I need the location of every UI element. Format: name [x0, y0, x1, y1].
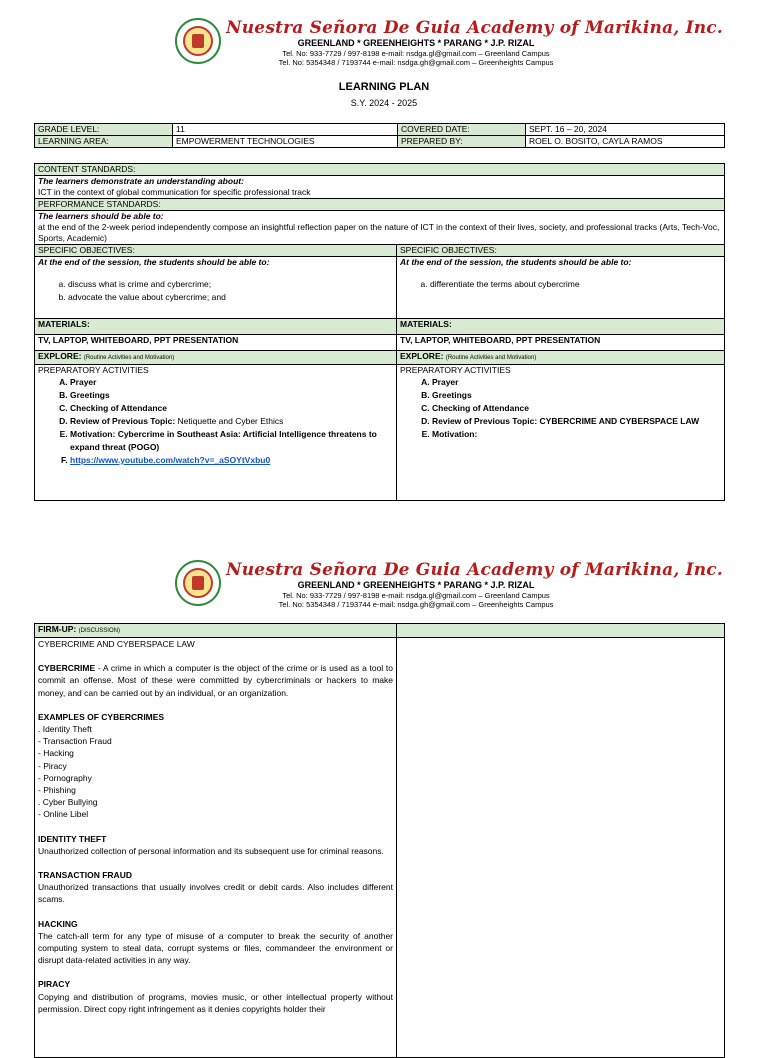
prep-item: C. Checking of Attendance: [70, 402, 393, 415]
objectives-lead-left: At the end of the session, the students should be able to:: [38, 257, 270, 267]
prepared-label: PREPARED BY:: [398, 136, 526, 148]
fraud-text: Unauthorized transactions that usually involves credit or debit cards. Also includes different scams.: [38, 882, 393, 905]
objectives-label-left: SPECIFIC OBJECTIVES:: [35, 245, 397, 257]
piracy-heading: PIRACY: [38, 979, 71, 990]
school-name: Nuestra Señora De Guia Academy of Marikina, Inc.: [226, 560, 723, 580]
content-standards-cell: [35, 176, 725, 199]
objectives-label-right: SPECIFIC OBJECTIVES:: [397, 245, 725, 257]
prep-item: D. Review of Previous Topic: Netiquette and Cyber Ethics: [70, 415, 393, 428]
page-1: [0, 18, 768, 465]
school-seal-icon: [175, 18, 221, 64]
covered-value: SEPT. 16 – 20, 2024: [526, 124, 725, 136]
doc-title: LEARNING PLAN: [338, 81, 430, 93]
grade-value: 11: [173, 124, 398, 136]
contact-line-2: Tel. No: 5354348 / 7193744 e-mail: nsdga.gh@gmail.com – Greenheights Campus: [278, 58, 554, 67]
performance-standards-label: PERFORMANCE STANDARDS:: [35, 199, 725, 211]
prep-item: A. Prayer: [432, 376, 721, 389]
examples-heading: EXAMPLES OF CYBERCRIMES: [38, 711, 165, 722]
school-address: GREENLAND * GREENHEIGHTS * PARANG * J.P. RIZAL: [297, 580, 535, 590]
prep-item: E. Motivation:: [432, 428, 721, 441]
school-name: Nuestra Señora De Guia Academy of Marikina, Inc.: [226, 18, 723, 38]
piracy-text: Copying and distribution of programs, movies music, or other intellectual property without permission. Direct copy right infringement as it denies copyrights holder their: [38, 991, 393, 1014]
topic-heading: CYBERCRIME AND CYBERSPACE LAW: [38, 639, 195, 649]
contact-line-2: Tel. No: 5354348 / 7193744 e-mail: nsdga.gh@gmail.com – Greenheights Campus: [278, 600, 554, 609]
example-item: - Pornography: [38, 772, 92, 783]
prepared-value: ROEL O. BOSITO, CAYLA RAMOS: [526, 136, 725, 148]
info-table: [34, 123, 725, 148]
firmup-note: (DISCUSSION): [78, 628, 120, 634]
prep-item: C. Checking of Attendance: [432, 402, 721, 415]
explore-note: (Routine Activities and Motivation): [445, 355, 537, 361]
prep-item: B. Greetings: [432, 389, 721, 402]
identity-text: Unauthorized collection of personal information and its subsequent use for criminal reasons.: [38, 845, 384, 856]
page-2: [0, 560, 768, 1014]
school-address: GREENLAND * GREENHEIGHTS * PARANG * J.P. RIZAL: [297, 38, 535, 48]
youtube-link[interactable]: https://www.youtube.com/watch?v=_aSOYtVxbu0: [70, 455, 271, 465]
firmup-table: [34, 623, 725, 1058]
firmup-label-right: [397, 624, 725, 638]
prep-left: [35, 365, 397, 501]
covered-label: COVERED DATE:: [398, 124, 526, 136]
content-text: ICT in the context of global communication for specific professional track: [38, 187, 311, 197]
prep-list-right: [400, 376, 721, 441]
objectives-lead-right: At the end of the session, the students should be able to:: [400, 257, 632, 267]
performance-text: at the end of the 2-week period independently compose an insightful reflection paper on the nature of ICT in the context of their lives, society, and professional tracks (Arts, Tech-Voc, Sports, Academic): [38, 222, 720, 243]
identity-heading: IDENTITY THEFT: [38, 833, 107, 844]
explore-label: EXPLORE:: [38, 351, 82, 361]
explore-label-right: [397, 351, 725, 365]
contact-line-1: Tel. No: 933-7729 / 997-8198 e-mail: nsdga.gl@gmail.com – Greenland Campus: [282, 49, 550, 58]
objectives-list-right: [400, 278, 721, 291]
objective-item: a. discuss what is crime and cybercrime;: [68, 278, 393, 291]
discussion-right-cell: [397, 638, 725, 1058]
example-item: - Phishing: [38, 785, 76, 796]
explore-note: (Routine Activities and Motivation): [83, 355, 175, 361]
example-item: - Piracy: [38, 760, 67, 771]
grade-label: GRADE LEVEL:: [35, 124, 173, 136]
content-lead: The learners demonstrate an understanding about:: [38, 176, 244, 186]
example-item: . Cyber Bullying: [38, 797, 98, 808]
objectives-list-left: [38, 278, 393, 304]
objectives-right: [397, 257, 725, 319]
discussion-cell: [35, 638, 397, 1058]
objective-item: a. differentiate the terms about cybercrime: [430, 278, 721, 291]
objective-item: b. advocate the value about cybercrime; and: [68, 291, 393, 304]
example-item: - Transaction Fraud: [38, 736, 112, 747]
prep-item: [70, 454, 393, 467]
letterhead: [0, 560, 768, 620]
prep-list-left: [38, 376, 393, 467]
example-item: - Hacking: [38, 748, 74, 759]
performance-lead: The learners should be able to:: [38, 211, 164, 221]
cybercrime-definition: CYBERCRIME - A crime in which a computer is the object of the crime or is used as a tool to commit an offense. Most of these were committed by cybercriminals or hackers to make money, and can be carried out by an individual, or an organization.: [38, 663, 393, 698]
plan-table: [34, 163, 725, 501]
hacking-heading: HACKING: [38, 918, 78, 929]
explore-label-left: [35, 351, 397, 365]
objectives-left: [35, 257, 397, 319]
school-seal-icon: [175, 560, 221, 606]
area-value: EMPOWERMENT TECHNOLOGIES: [173, 136, 398, 148]
materials-label-left: MATERIALS:: [35, 319, 397, 335]
prep-label-right: PREPARATORY ACTIVITIES: [400, 365, 511, 375]
prep-item: E. Motivation: Cybercrime in Southeast Asia: Artificial Intelligence threatens to expand threat (POGO): [70, 428, 393, 454]
explore-label: EXPLORE:: [400, 351, 444, 361]
materials-left: TV, LAPTOP, WHITEBOARD, PPT PRESENTATION: [35, 335, 397, 351]
prep-right: [397, 365, 725, 501]
example-item: . Identity Theft: [38, 724, 92, 735]
prep-item: A. Prayer: [70, 376, 393, 389]
letterhead: [0, 18, 768, 78]
prep-label-left: PREPARATORY ACTIVITIES: [38, 365, 149, 375]
content-standards-label: CONTENT STANDARDS:: [35, 164, 725, 176]
materials-label-right: MATERIALS:: [397, 319, 725, 335]
materials-right: TV, LAPTOP, WHITEBOARD, PPT PRESENTATION: [397, 335, 725, 351]
hacking-text: The catch-all term for any type of misuse of a computer to break the security of another computing system to steal data, corrupt systems or files, commandeer the environment or disrupt data-related activities in any way.: [38, 930, 393, 966]
contact-line-1: Tel. No: 933-7729 / 997-8198 e-mail: nsdga.gl@gmail.com – Greenland Campus: [282, 591, 550, 600]
prep-item: D. Review of Previous Topic: CYBERCRIME AND CYBERSPACE LAW: [432, 415, 721, 428]
prep-item: B. Greetings: [70, 389, 393, 402]
school-year: S.Y. 2024 - 2025: [350, 98, 418, 108]
firmup-label: FIRM-UP: (DISCUSSION): [35, 624, 397, 638]
area-label: LEARNING AREA:: [35, 136, 173, 148]
fraud-heading: TRANSACTION FRAUD: [38, 870, 132, 881]
performance-standards-cell: [35, 211, 725, 245]
example-item: - Online Libel: [38, 809, 89, 820]
